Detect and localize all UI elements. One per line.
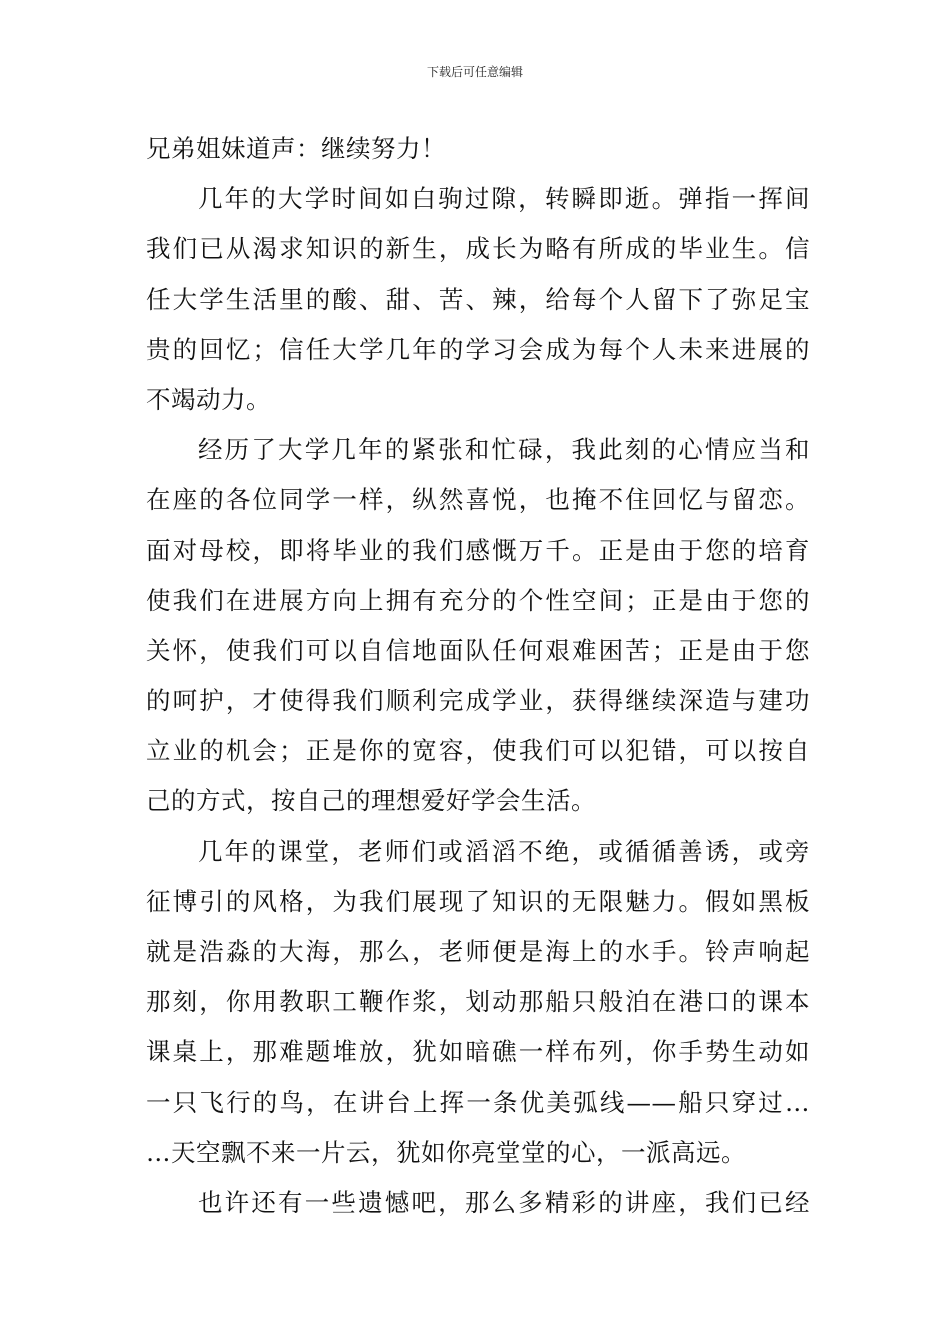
text-line: 经历了大学几年的紧张和忙碌，我此刻的心情应当和 <box>198 435 810 465</box>
text-line: 任大学生活里的酸、甜、苦、辣，给每个人留下了弥足宝 <box>146 284 810 314</box>
text-line: 征博引的风格，为我们展现了知识的无限魅力。假如黑板 <box>146 886 810 916</box>
text-line: 贵的回忆；信任大学几年的学习会成为每个人未来进展的 <box>146 334 810 364</box>
text-line: 面对母校，即将毕业的我们感慨万千。正是由于您的培育 <box>146 535 810 565</box>
paragraph <box>146 174 810 425</box>
text-line: 使我们在进展方向上拥有充分的个性空间；正是由于您的 <box>146 585 810 615</box>
text-line: 立业的机会；正是你的宽容，使我们可以犯错，可以按自 <box>146 736 810 766</box>
text-line: 己的方式，按自己的理想爱好学会生活。 <box>146 786 596 816</box>
paragraph <box>146 1178 810 1228</box>
document-body <box>146 124 810 1228</box>
text-line: 兄弟姐妹道声：继续努力！ <box>146 134 446 163</box>
text-line: 几年的大学时间如白驹过隙，转瞬即逝。弹指一挥间 <box>198 184 810 214</box>
text-line: 在座的各位同学一样，纵然喜悦，也掩不住回忆与留恋。 <box>146 485 810 515</box>
header-note: 下载后可任意编辑 <box>426 65 523 79</box>
text-line: …天空飘不来一片云，犹如你亮堂堂的心，一派高远。 <box>146 1137 746 1167</box>
text-line: 一只飞行的鸟，在讲台上挥一条优美弧线——船只穿过… <box>146 1087 810 1117</box>
paragraph <box>146 425 810 827</box>
text-line: 那刻，你用教职工鞭作浆，划动那船只般泊在港口的课本 <box>146 987 810 1017</box>
text-line: 我们已从渴求知识的新生，成长为略有所成的毕业生。信 <box>146 234 810 264</box>
text-line: 也许还有一些遗憾吧，那么多精彩的讲座，我们已经 <box>198 1187 810 1217</box>
text-line: 关怀，使我们可以自信地面队任何艰难困苦；正是由于您 <box>146 635 810 665</box>
text-line: 几年的课堂，老师们或滔滔不绝，或循循善诱，或旁 <box>198 836 810 866</box>
paragraph <box>146 827 810 1178</box>
text-line: 的呵护，才使得我们顺利完成学业，获得继续深造与建功 <box>146 686 810 716</box>
text-line: 就是浩淼的大海，那么，老师便是海上的水手。铃声响起 <box>146 937 810 966</box>
text-line: 不竭动力。 <box>146 384 271 414</box>
paragraph <box>146 124 810 174</box>
text-line: 课桌上，那难题堆放，犹如暗礁一样布列，你手势生动如 <box>146 1037 810 1067</box>
